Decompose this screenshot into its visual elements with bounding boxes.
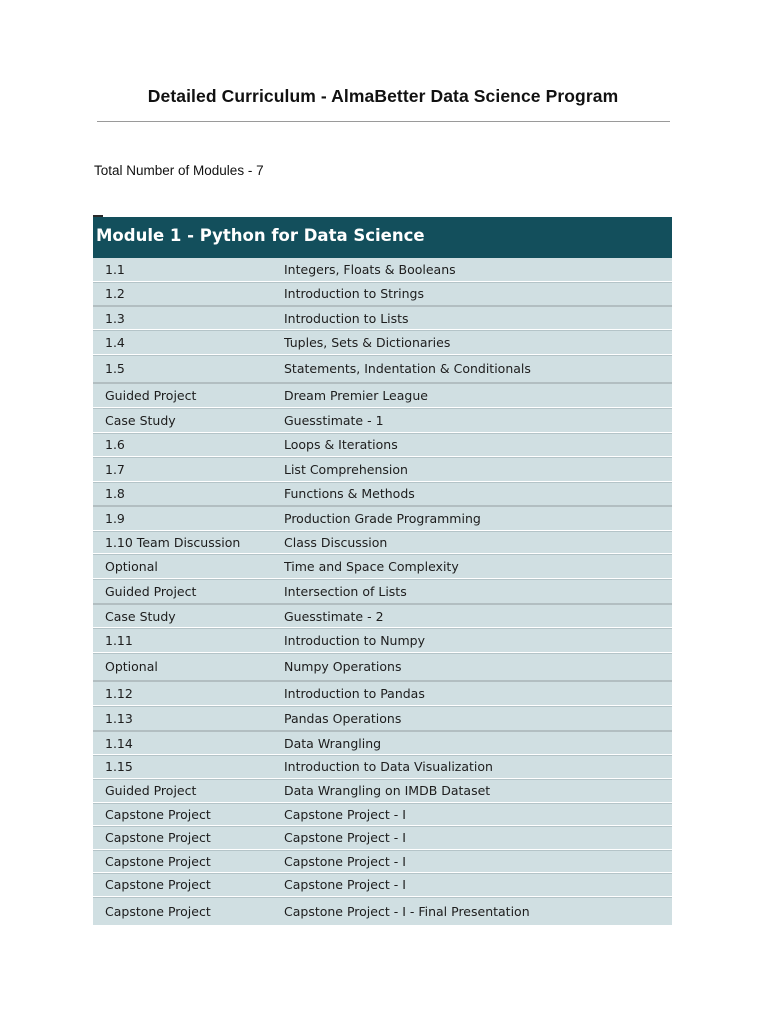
row-lesson-id: Optional [105,558,158,574]
row-lesson-id: 1.8 [105,486,125,501]
row-lesson-topic: Loops & Iterations [284,437,398,452]
row-lesson-id: 1.9 [105,511,125,526]
table-row [93,456,672,481]
table-row [93,258,672,281]
row-lesson-topic: Data Wrangling [284,735,382,751]
modules-count: Total Number of Modules - 7 [94,163,264,178]
row-lesson-id: 1.3 [105,310,125,326]
row-lesson-id: 1.2 [105,286,125,301]
table-row [93,305,672,329]
table-row [93,652,672,680]
row-lesson-id: 1.15 [105,759,133,774]
table-row [93,481,672,505]
module-rows [93,258,672,925]
document-title: Detailed Curriculum - AlmaBetter Data Science Program [147,86,619,106]
row-lesson-id: Capstone Project [105,853,211,869]
table-row [93,705,672,730]
table-row [93,329,672,354]
module-header: Module 1 - Python for Data Science [93,217,672,258]
table-row [93,553,672,578]
table-row [93,778,672,802]
table-row [93,802,672,825]
row-lesson-topic: Capstone Project - I [284,853,406,869]
row-lesson-id: 1.10 Team Discussion [105,534,241,550]
row-lesson-id: Capstone Project [105,830,211,845]
row-lesson-id: Guided Project [105,583,197,599]
row-lesson-topic: Data Wrangling on IMDB Dataset [284,783,491,798]
row-lesson-topic: Capstone Project - I - Final Presentation [284,903,530,919]
table-row [93,505,672,530]
table-row [93,627,672,652]
row-lesson-id: 1.6 [105,437,125,452]
row-lesson-topic: Time and Space Complexity [284,558,459,574]
row-lesson-id: 1.4 [105,334,125,350]
row-lesson-topic: Capstone Project - I [284,877,406,892]
row-lesson-id: 1.13 [105,710,133,726]
table-row [93,754,672,778]
row-lesson-id: 1.14 [105,735,133,751]
row-lesson-topic: Introduction to Numpy [284,632,425,648]
row-lesson-id: 1.5 [105,361,125,376]
table-row [93,680,672,705]
table-row [93,896,672,925]
module-table [93,217,672,925]
row-lesson-topic: Guesstimate - 2 [284,608,384,624]
table-row [93,730,672,754]
row-lesson-topic: Introduction to Pandas [284,686,425,701]
table-row [93,407,672,432]
row-lesson-id: 1.12 [105,686,133,701]
table-row [93,825,672,849]
row-lesson-topic: Pandas Operations [284,710,402,726]
row-lesson-id: Guided Project [105,388,197,403]
row-lesson-topic: Introduction to Lists [284,310,409,326]
row-lesson-topic: Capstone Project - I [284,806,406,822]
row-lesson-topic: Guesstimate - 1 [284,412,384,428]
row-lesson-topic: Functions & Methods [284,486,415,501]
table-row [93,432,672,456]
row-lesson-id: 1.7 [105,461,125,477]
row-lesson-topic: Capstone Project - I [284,830,406,845]
row-lesson-topic: Production Grade Programming [284,511,481,526]
table-row [93,603,672,627]
row-lesson-topic: Statements, Indentation & Conditionals [284,361,531,376]
row-lesson-topic: Tuples, Sets & Dictionaries [284,334,451,350]
row-lesson-topic: Introduction to Data Visualization [284,759,493,774]
row-lesson-topic: List Comprehension [284,461,408,477]
row-lesson-topic: Numpy Operations [284,659,402,674]
row-lesson-topic: Intersection of Lists [284,583,407,599]
row-lesson-id: Capstone Project [105,806,211,822]
title-divider [97,121,670,122]
table-row [93,382,672,407]
table-row [93,578,672,603]
row-lesson-id: Case Study [105,412,176,428]
row-lesson-id: Guided Project [105,783,197,798]
row-lesson-topic: Introduction to Strings [284,286,425,301]
table-row [93,530,672,553]
table-row [93,354,672,382]
table-row [93,849,672,872]
table-row [93,281,672,305]
row-lesson-id: 1.1 [105,262,125,277]
row-lesson-id: 1.11 [105,632,133,648]
row-lesson-topic: Integers, Floats & Booleans [284,262,456,277]
row-lesson-topic: Class Discussion [284,534,388,550]
row-lesson-topic: Dream Premier League [284,388,428,403]
row-lesson-id: Capstone Project [105,877,211,892]
row-lesson-id: Case Study [105,608,176,624]
table-row [93,872,672,896]
row-lesson-id: Capstone Project [105,903,211,919]
row-lesson-id: Optional [105,659,158,674]
